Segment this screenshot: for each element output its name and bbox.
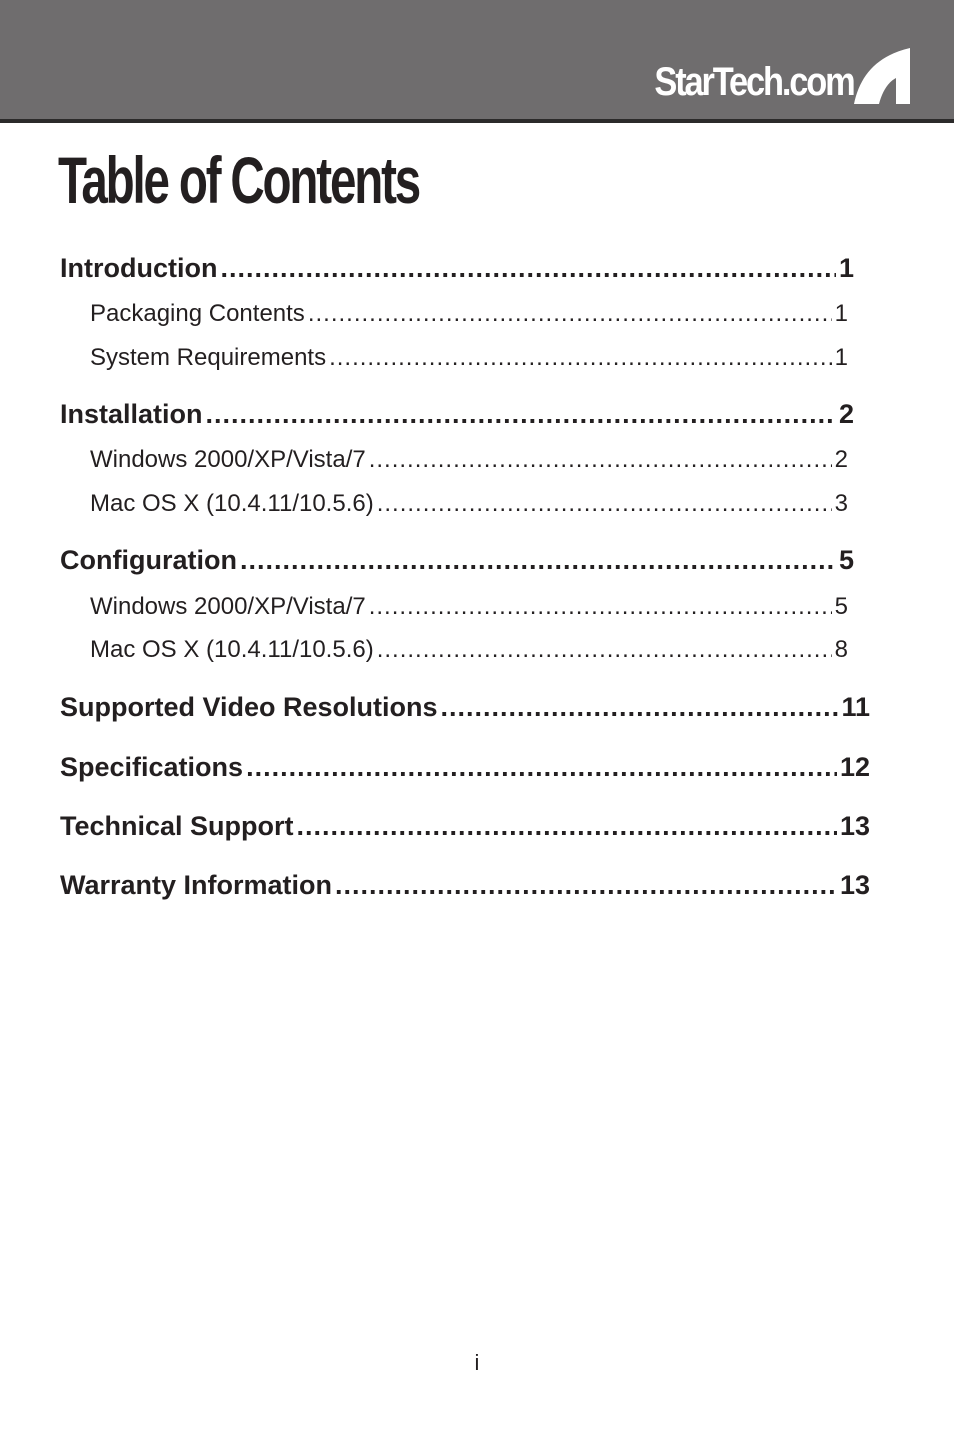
toc-entry-installation-windows[interactable] bbox=[90, 446, 848, 476]
toc-entry-label: Windows 2000/XP/Vista/7 bbox=[90, 593, 366, 620]
toc-entry-page: 1 bbox=[838, 253, 854, 283]
toc-entry-label: Installation bbox=[60, 399, 203, 429]
footer-page-number: i bbox=[474, 1350, 480, 1375]
toc-leader-dots bbox=[220, 253, 836, 284]
toc-entry-supported-video-resolutions[interactable] bbox=[60, 692, 870, 726]
toc-leader-dots bbox=[377, 636, 832, 664]
toc-entry-label: Specifications bbox=[60, 752, 244, 782]
toc-entry-page: 1 bbox=[834, 300, 848, 327]
toc-entry-page: 5 bbox=[838, 545, 854, 575]
toc-entry-specifications[interactable] bbox=[60, 752, 870, 786]
toc-leader-dots bbox=[297, 811, 837, 842]
toc-entry-packaging-contents[interactable] bbox=[90, 300, 848, 330]
toc-entry-page: 8 bbox=[834, 636, 848, 663]
toc-entry-page: 2 bbox=[838, 399, 854, 429]
toc-entry-label: Warranty Information bbox=[60, 870, 333, 900]
toc-entry-label: Mac OS X (10.4.11/10.5.6) bbox=[90, 636, 374, 663]
toc-leader-dots bbox=[308, 300, 832, 328]
logo-text: StarTech.com bbox=[654, 60, 854, 104]
toc-entry-label: Packaging Contents bbox=[90, 300, 305, 327]
toc-entry-label: Supported Video Resolutions bbox=[60, 692, 438, 722]
toc-entry-page: 13 bbox=[839, 811, 870, 841]
startech-logo bbox=[622, 44, 910, 104]
toc-entry-warranty-information[interactable] bbox=[60, 870, 870, 904]
toc-entry-page: 2 bbox=[834, 446, 848, 473]
logo-swoosh-icon bbox=[852, 46, 910, 104]
toc-leader-dots bbox=[369, 446, 832, 474]
toc-leader-dots bbox=[441, 692, 839, 723]
toc-entry-label: Technical Support bbox=[60, 811, 294, 841]
toc-entry-label: Mac OS X (10.4.11/10.5.6) bbox=[90, 490, 374, 517]
toc-entry-label: Windows 2000/XP/Vista/7 bbox=[90, 446, 366, 473]
toc-leader-dots bbox=[377, 490, 832, 518]
toc-leader-dots bbox=[206, 399, 836, 430]
toc-leader-dots bbox=[335, 870, 837, 901]
toc-leader-dots bbox=[329, 344, 832, 372]
page-header bbox=[0, 0, 954, 123]
toc-entry-installation-mac[interactable] bbox=[90, 490, 848, 520]
toc-entry-introduction[interactable] bbox=[60, 253, 854, 287]
toc-leader-dots bbox=[246, 752, 837, 783]
toc-entry-label: Introduction bbox=[60, 253, 218, 283]
toc-entry-label: Configuration bbox=[60, 545, 237, 575]
toc-entry-technical-support[interactable] bbox=[60, 811, 870, 845]
toc-entry-page: 5 bbox=[834, 593, 848, 620]
toc-leader-dots bbox=[240, 545, 836, 576]
toc-entry-installation[interactable] bbox=[60, 399, 854, 433]
toc-entry-page: 3 bbox=[834, 490, 848, 517]
toc-leader-dots bbox=[369, 593, 832, 621]
toc-entry-configuration[interactable] bbox=[60, 545, 854, 579]
page-title: Table of Contents bbox=[58, 143, 420, 217]
toc-entry-page: 1 bbox=[834, 344, 848, 371]
toc-entry-system-requirements[interactable] bbox=[90, 344, 848, 374]
toc-entry-configuration-mac[interactable] bbox=[90, 636, 848, 666]
toc-entry-page: 13 bbox=[839, 870, 870, 900]
toc-entry-label: System Requirements bbox=[90, 344, 327, 371]
toc-entry-page: 11 bbox=[841, 692, 870, 722]
toc-entry-configuration-windows[interactable] bbox=[90, 593, 848, 623]
toc-entry-page: 12 bbox=[839, 752, 870, 782]
